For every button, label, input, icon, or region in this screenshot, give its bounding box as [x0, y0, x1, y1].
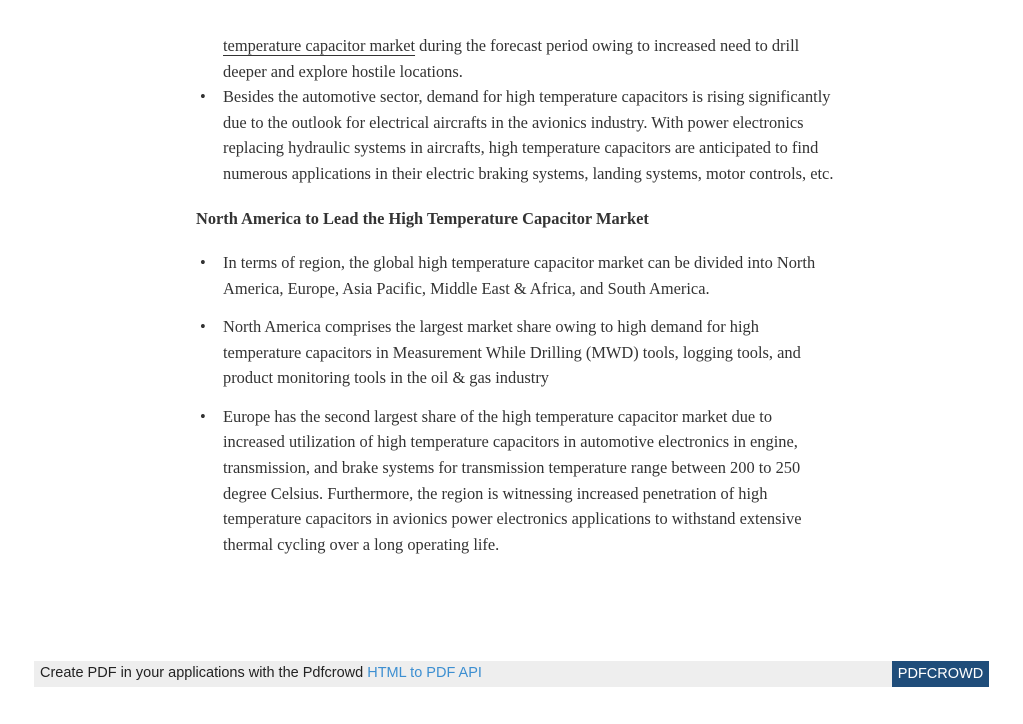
list-item-text: North America comprises the largest market share owing to high demand for high temperature capacitors in Measurement While Drilling (MWD) tools, logging tools, and product monitoring tools in the oil & gas industry — [223, 317, 801, 388]
bullet-list-drivers — [196, 84, 836, 186]
section-heading: North America to Lead the High Temperature Capacitor Market — [196, 208, 649, 228]
pdfcrowd-footer-bar — [34, 661, 989, 687]
market-link[interactable]: temperature capacitor market — [223, 36, 416, 55]
list-item — [196, 250, 836, 301]
html-to-pdf-api-link[interactable]: HTML to PDF API — [367, 665, 482, 681]
bullet-icon: • — [200, 406, 206, 426]
list-item-text: Europe has the second largest share of the high temperature capacitor market due to increased utilization of high temperature capacitors in automotive electronics in engine, transmission, and brake systems for transmission temperature range between 200 to 250 degree Celsius. Furthermore, the region is witnessing increased penetration of high temperature capacitors in avionics power electronics applications to withstand extensive thermal cycling over a long operating life. — [223, 406, 802, 554]
list-item — [196, 84, 836, 186]
intro-text: during the forecast period owing to increased need to drill deeper and explore hostile locations. — [223, 36, 800, 81]
list-item-text: In terms of region, the global high temperature capacitor market can be divided into North America, Europe, Asia Pacific, Middle East & Africa, and South America. — [223, 253, 816, 298]
list-item — [196, 404, 836, 558]
intro-paragraph-continuation — [196, 33, 836, 84]
bullet-icon: • — [200, 253, 206, 273]
bullet-icon: • — [200, 317, 206, 337]
footer-text — [40, 665, 482, 681]
bullet-list-regions — [196, 250, 836, 557]
footer-prefix: Create PDF in your applications with the Pdfcrowd — [40, 665, 368, 681]
pdfcrowd-brand-button[interactable]: PDFCROWD — [892, 661, 989, 687]
list-item — [196, 314, 836, 391]
list-item-text: Besides the automotive sector, demand for high temperature capacitors is rising significantly due to the outlook for electrical aircrafts in the avionics industry. With power electronics replacing hydraulic systems in aircrafts, high temperature capacitors are anticipated to find numerous applications in their electric braking systems, landing systems, motor controls, etc. — [223, 87, 834, 183]
article-content — [196, 33, 836, 557]
bullet-icon: • — [200, 87, 206, 107]
